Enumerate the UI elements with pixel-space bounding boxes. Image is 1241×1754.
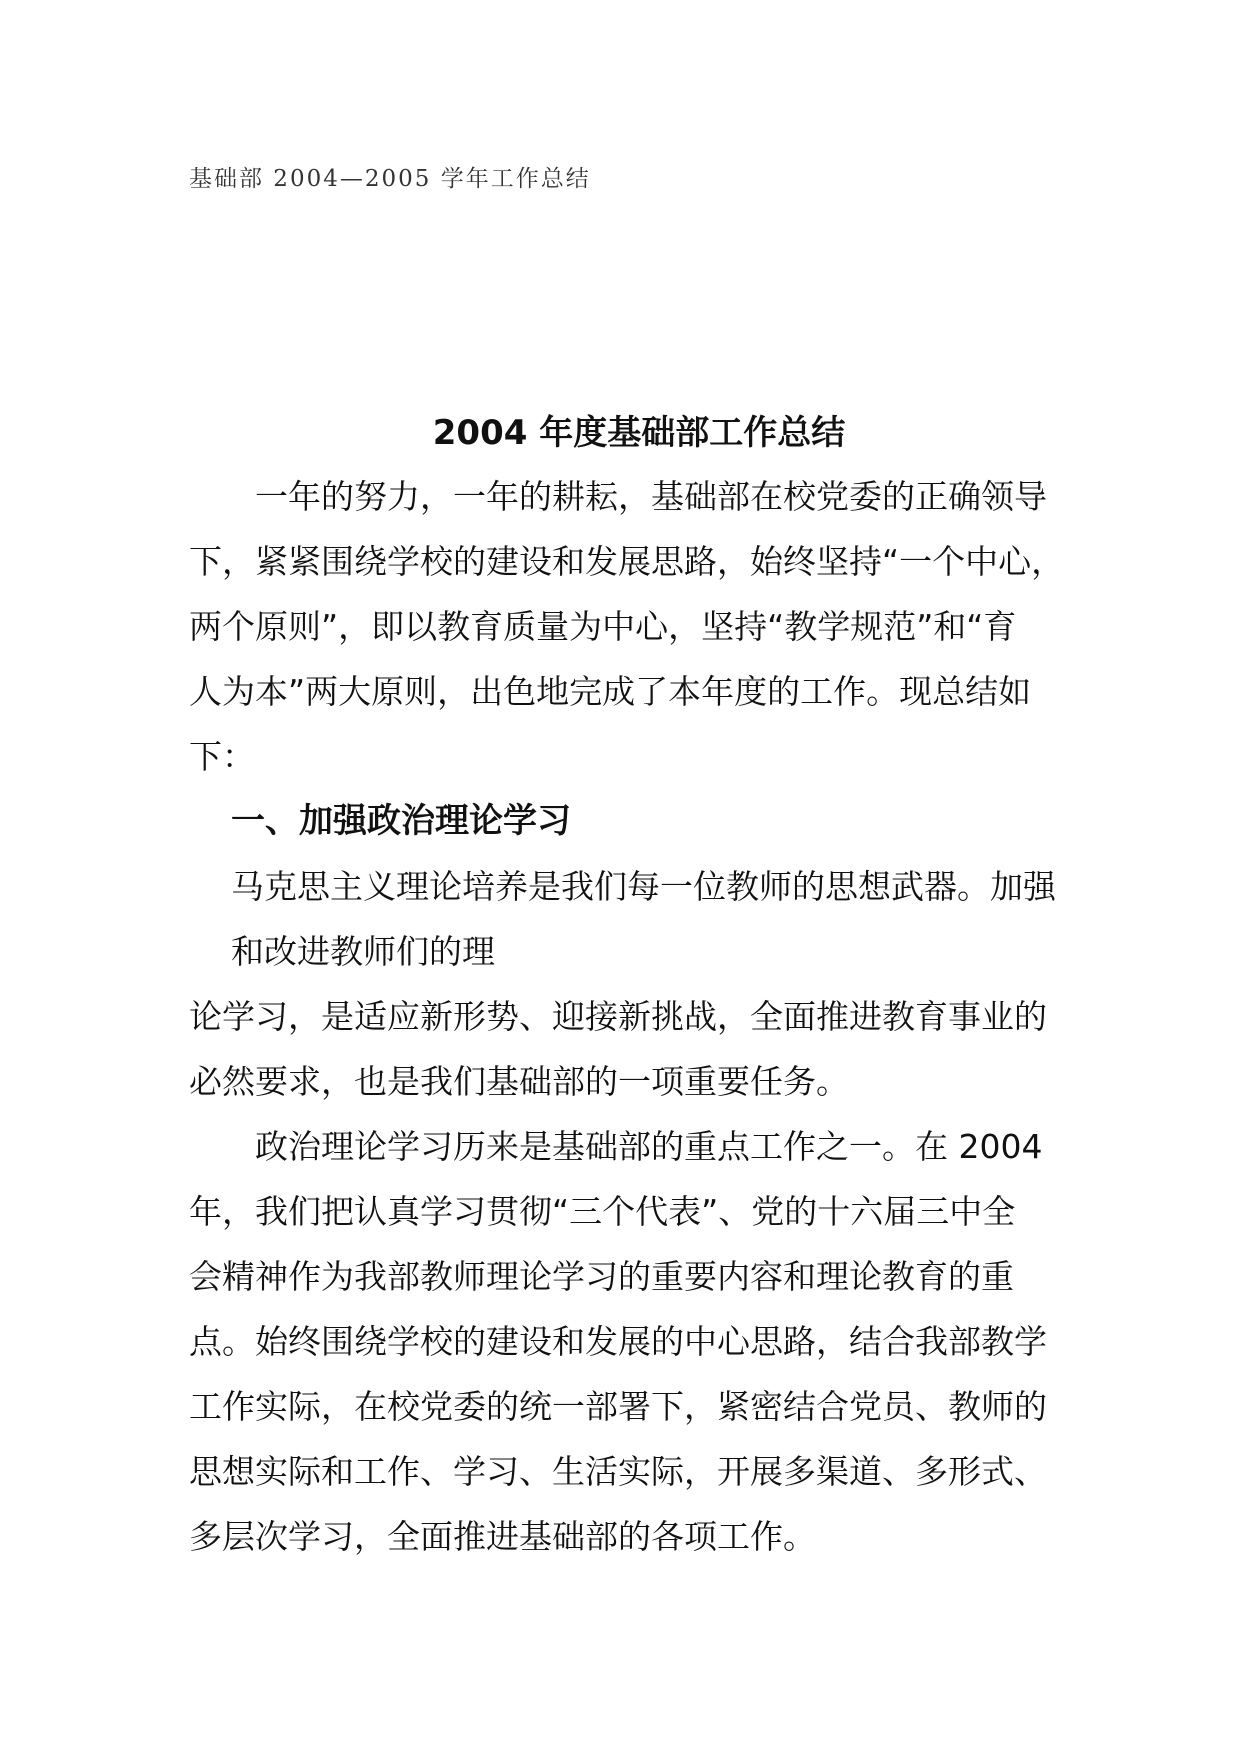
text-line: 和改进教师们的理: [231, 932, 495, 971]
text-line: 论学习，是适应新形势、迎接新挑战，全面推进教育事业的: [189, 997, 1047, 1036]
text-line: 会精神作为我部教师理论学习的重要内容和理论教育的重: [189, 1257, 1014, 1296]
text-line: 一年的努力，一年的耕耘，基础部在校党委的正确领导: [255, 477, 1047, 516]
section1-paragraph-2: [189, 1114, 1069, 1569]
text-line: 人为本”两大原则，出色地完成了本年度的工作。现总结如: [189, 672, 1032, 711]
text-line: 马克思主义理论培养是我们每一位教师的思想武器。加强: [231, 867, 1056, 906]
text-line: 多层次学习，全面推进基础部的各项工作。: [189, 1517, 816, 1556]
text-line: 年，我们把认真学习贯彻“三个代表”、党的十六届三中全: [189, 1192, 1016, 1231]
document-body: [189, 402, 1069, 1569]
section1-paragraph-1: [189, 854, 1069, 1114]
text-line: 点。始终围绕学校的建设和发展的中心思路，结合我部教学: [189, 1322, 1047, 1361]
text-line: 下：: [189, 737, 255, 776]
text-line: 下，紧紧围绕学校的建设和发展思路，始终坚持“一个中心，: [189, 542, 1065, 581]
text-line: 工作实际，在校党委的统一部署下，紧密结合党员、教师的: [189, 1387, 1047, 1426]
text-line: 政治理论学习历来是基础部的重点工作之一。在 2004: [255, 1127, 1043, 1166]
text-line: 必然要求，也是我们基础部的一项重要任务。: [189, 1062, 849, 1101]
document-title: 2004 年度基础部工作总结: [432, 413, 846, 453]
section-heading: 一、加强政治理论学习: [231, 801, 571, 841]
text-line: 思想实际和工作、学习、生活实际，开展多渠道、多形式、: [189, 1452, 1047, 1491]
text-line: 两个原则”，即以教育质量为中心，坚持“教学规范”和“育: [189, 607, 1017, 646]
page-header: 基础部 2004—2005 学年工作总结: [189, 166, 591, 192]
intro-paragraph: [189, 464, 1069, 789]
